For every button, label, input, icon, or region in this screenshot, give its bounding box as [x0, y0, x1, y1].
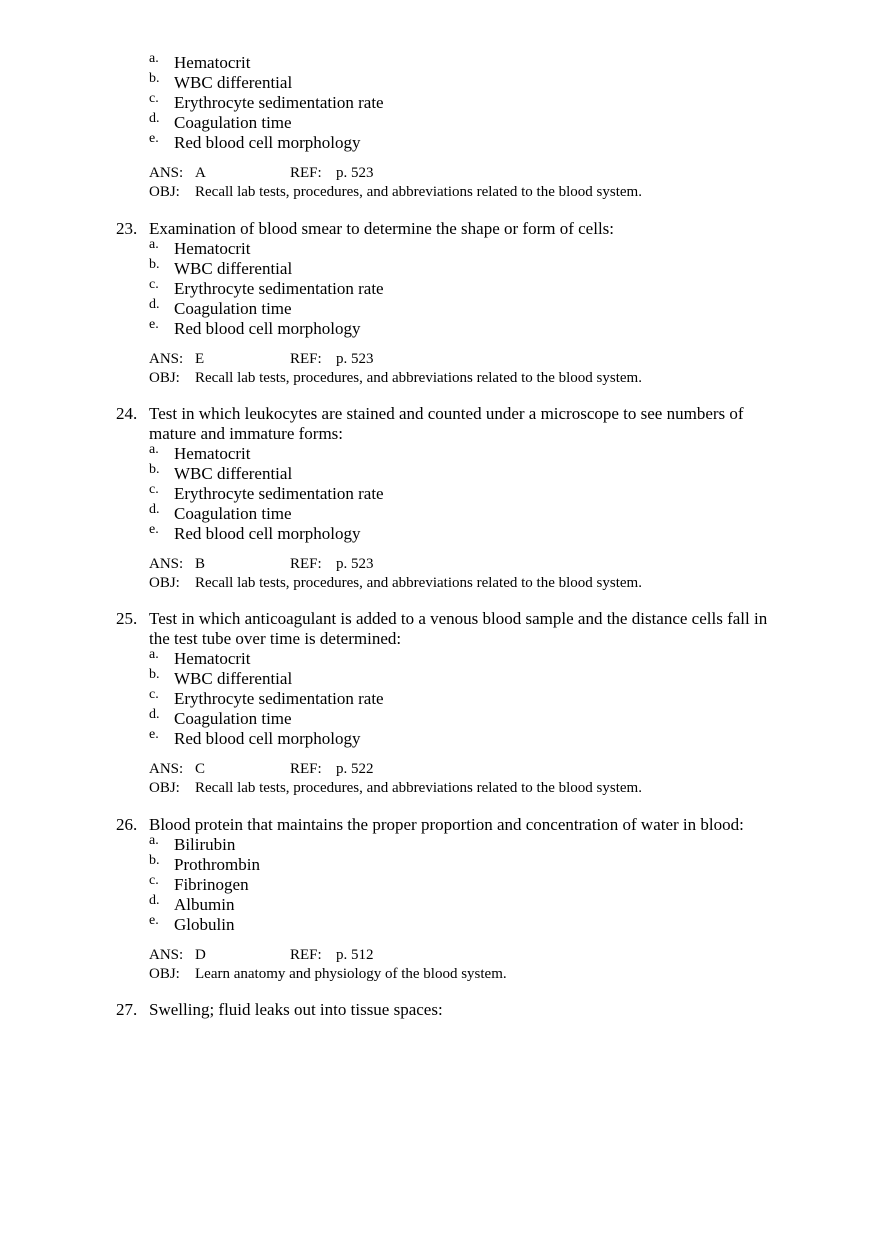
ref-value: p. 522	[336, 761, 374, 777]
option-letter: c.	[149, 687, 159, 702]
option-letter: c.	[149, 91, 159, 106]
obj-text: Recall lab tests, procedures, and abbreviations related to the blood system.	[195, 780, 642, 796]
obj-text: Recall lab tests, procedures, and abbreviations related to the blood system.	[195, 184, 642, 200]
option-c	[0, 484, 880, 504]
option-letter: b.	[149, 667, 160, 682]
option-a	[0, 444, 880, 464]
option-letter: a.	[149, 833, 159, 848]
option-letter: c.	[149, 482, 159, 497]
option-d	[0, 709, 880, 729]
question-text: Blood protein that maintains the proper proportion and concentration of water in blood:	[149, 815, 744, 834]
option-text: Coagulation time	[174, 113, 292, 132]
objective-line	[0, 965, 880, 983]
question-22	[0, 53, 880, 201]
obj-label: OBJ:	[149, 780, 180, 796]
option-letter: e.	[149, 317, 159, 332]
ref-value: p. 523	[336, 556, 374, 572]
answer-line	[0, 163, 880, 183]
question-text: Examination of blood smear to determine the shape or form of cells:	[149, 219, 615, 238]
ans-value: B	[195, 556, 206, 572]
ref-label: REF:	[290, 947, 322, 963]
question-text: Test in which anticoagulant is added to a venous blood sample and the distance cells fall in the test tube over time is determined:	[149, 609, 768, 648]
option-c	[0, 689, 880, 709]
option-d	[0, 895, 880, 915]
ref-label: REF:	[290, 761, 322, 777]
ref-label: REF:	[290, 165, 322, 181]
option-a	[0, 835, 880, 855]
option-b	[0, 259, 880, 279]
obj-label: OBJ:	[149, 184, 180, 200]
option-e	[0, 319, 880, 339]
option-text: Red blood cell morphology	[174, 133, 361, 152]
ans-label: ANS:	[149, 351, 184, 367]
option-text: Red blood cell morphology	[174, 729, 361, 748]
option-letter: b.	[149, 853, 160, 868]
obj-text: Learn anatomy and physiology of the blood system.	[195, 966, 507, 982]
option-b	[0, 855, 880, 875]
option-text: Albumin	[174, 895, 235, 914]
option-text: Coagulation time	[174, 504, 292, 523]
answer-line	[0, 349, 880, 369]
option-letter: d.	[149, 111, 160, 126]
option-c	[0, 93, 880, 113]
question-23	[0, 219, 880, 387]
option-letter: a.	[149, 442, 159, 457]
option-letter: d.	[149, 502, 160, 517]
option-text: Red blood cell morphology	[174, 524, 361, 543]
obj-label: OBJ:	[149, 575, 180, 591]
option-d	[0, 504, 880, 524]
option-text: Erythrocyte sedimentation rate	[174, 93, 384, 112]
option-text: WBC differential	[174, 669, 293, 688]
option-text: WBC differential	[174, 73, 293, 92]
question-26	[0, 815, 880, 983]
question-number: 23.	[116, 219, 138, 238]
option-e	[0, 729, 880, 749]
option-letter: a.	[149, 51, 159, 66]
option-letter: b.	[149, 71, 160, 86]
question-number: 26.	[116, 815, 138, 834]
option-d	[0, 113, 880, 133]
option-text: Fibrinogen	[174, 875, 249, 894]
objective-line	[0, 183, 880, 201]
option-letter: e.	[149, 727, 159, 742]
obj-label: OBJ:	[149, 370, 180, 386]
option-e	[0, 524, 880, 544]
option-text: Coagulation time	[174, 709, 292, 728]
ref-value: p. 512	[336, 947, 374, 963]
option-letter: b.	[149, 462, 160, 477]
option-a	[0, 53, 880, 73]
option-text: Globulin	[174, 915, 235, 934]
option-text: Erythrocyte sedimentation rate	[174, 484, 384, 503]
question-24	[0, 404, 880, 592]
ans-value: C	[195, 761, 206, 777]
option-text: Erythrocyte sedimentation rate	[174, 689, 384, 708]
option-letter: b.	[149, 257, 160, 272]
option-c	[0, 279, 880, 299]
option-letter: d.	[149, 707, 160, 722]
obj-label: OBJ:	[149, 966, 180, 982]
option-e	[0, 133, 880, 153]
ans-value: E	[195, 351, 205, 367]
option-d	[0, 299, 880, 319]
question-stem	[0, 1000, 880, 1020]
ref-label: REF:	[290, 556, 322, 572]
ans-label: ANS:	[149, 761, 184, 777]
option-letter: e.	[149, 131, 159, 146]
option-letter: a.	[149, 647, 159, 662]
option-text: Erythrocyte sedimentation rate	[174, 279, 384, 298]
option-c	[0, 875, 880, 895]
option-text: Coagulation time	[174, 299, 292, 318]
question-text: Swelling; fluid leaks out into tissue spaces:	[149, 1000, 443, 1019]
ans-label: ANS:	[149, 165, 184, 181]
question-stem	[0, 815, 880, 835]
option-text: Hematocrit	[174, 239, 251, 258]
question-number: 25.	[116, 609, 138, 628]
question-stem	[0, 609, 880, 649]
ans-value: A	[195, 165, 206, 181]
option-text: WBC differential	[174, 464, 293, 483]
option-e	[0, 915, 880, 935]
option-letter: a.	[149, 237, 159, 252]
question-stem	[0, 219, 880, 239]
question-text: Test in which leukocytes are stained and counted under a microscope to see numbers of mature and immature forms:	[149, 404, 744, 443]
option-letter: d.	[149, 297, 160, 312]
option-letter: e.	[149, 522, 159, 537]
answer-line	[0, 554, 880, 574]
objective-line	[0, 779, 880, 797]
question-stem	[0, 404, 880, 444]
answer-line	[0, 759, 880, 779]
option-b	[0, 669, 880, 689]
obj-text: Recall lab tests, procedures, and abbreviations related to the blood system.	[195, 575, 642, 591]
question-27	[0, 1000, 880, 1020]
ans-label: ANS:	[149, 947, 184, 963]
option-a	[0, 239, 880, 259]
option-text: Hematocrit	[174, 649, 251, 668]
ans-label: ANS:	[149, 556, 184, 572]
option-text: Prothrombin	[174, 855, 260, 874]
option-letter: c.	[149, 873, 159, 888]
question-number: 24.	[116, 404, 138, 423]
objective-line	[0, 369, 880, 387]
question-number: 27.	[116, 1000, 138, 1019]
question-25	[0, 609, 880, 797]
option-letter: d.	[149, 893, 160, 908]
option-text: WBC differential	[174, 259, 293, 278]
option-a	[0, 649, 880, 669]
option-text: Bilirubin	[174, 835, 236, 854]
option-text: Red blood cell morphology	[174, 319, 361, 338]
option-b	[0, 464, 880, 484]
obj-text: Recall lab tests, procedures, and abbreviations related to the blood system.	[195, 370, 642, 386]
objective-line	[0, 574, 880, 592]
option-b	[0, 73, 880, 93]
option-letter: c.	[149, 277, 159, 292]
ref-value: p. 523	[336, 351, 374, 367]
answer-line	[0, 945, 880, 965]
ans-value: D	[195, 947, 206, 963]
option-text: Hematocrit	[174, 444, 251, 463]
ref-value: p. 523	[336, 165, 374, 181]
ref-label: REF:	[290, 351, 322, 367]
option-text: Hematocrit	[174, 53, 251, 72]
option-letter: e.	[149, 913, 159, 928]
